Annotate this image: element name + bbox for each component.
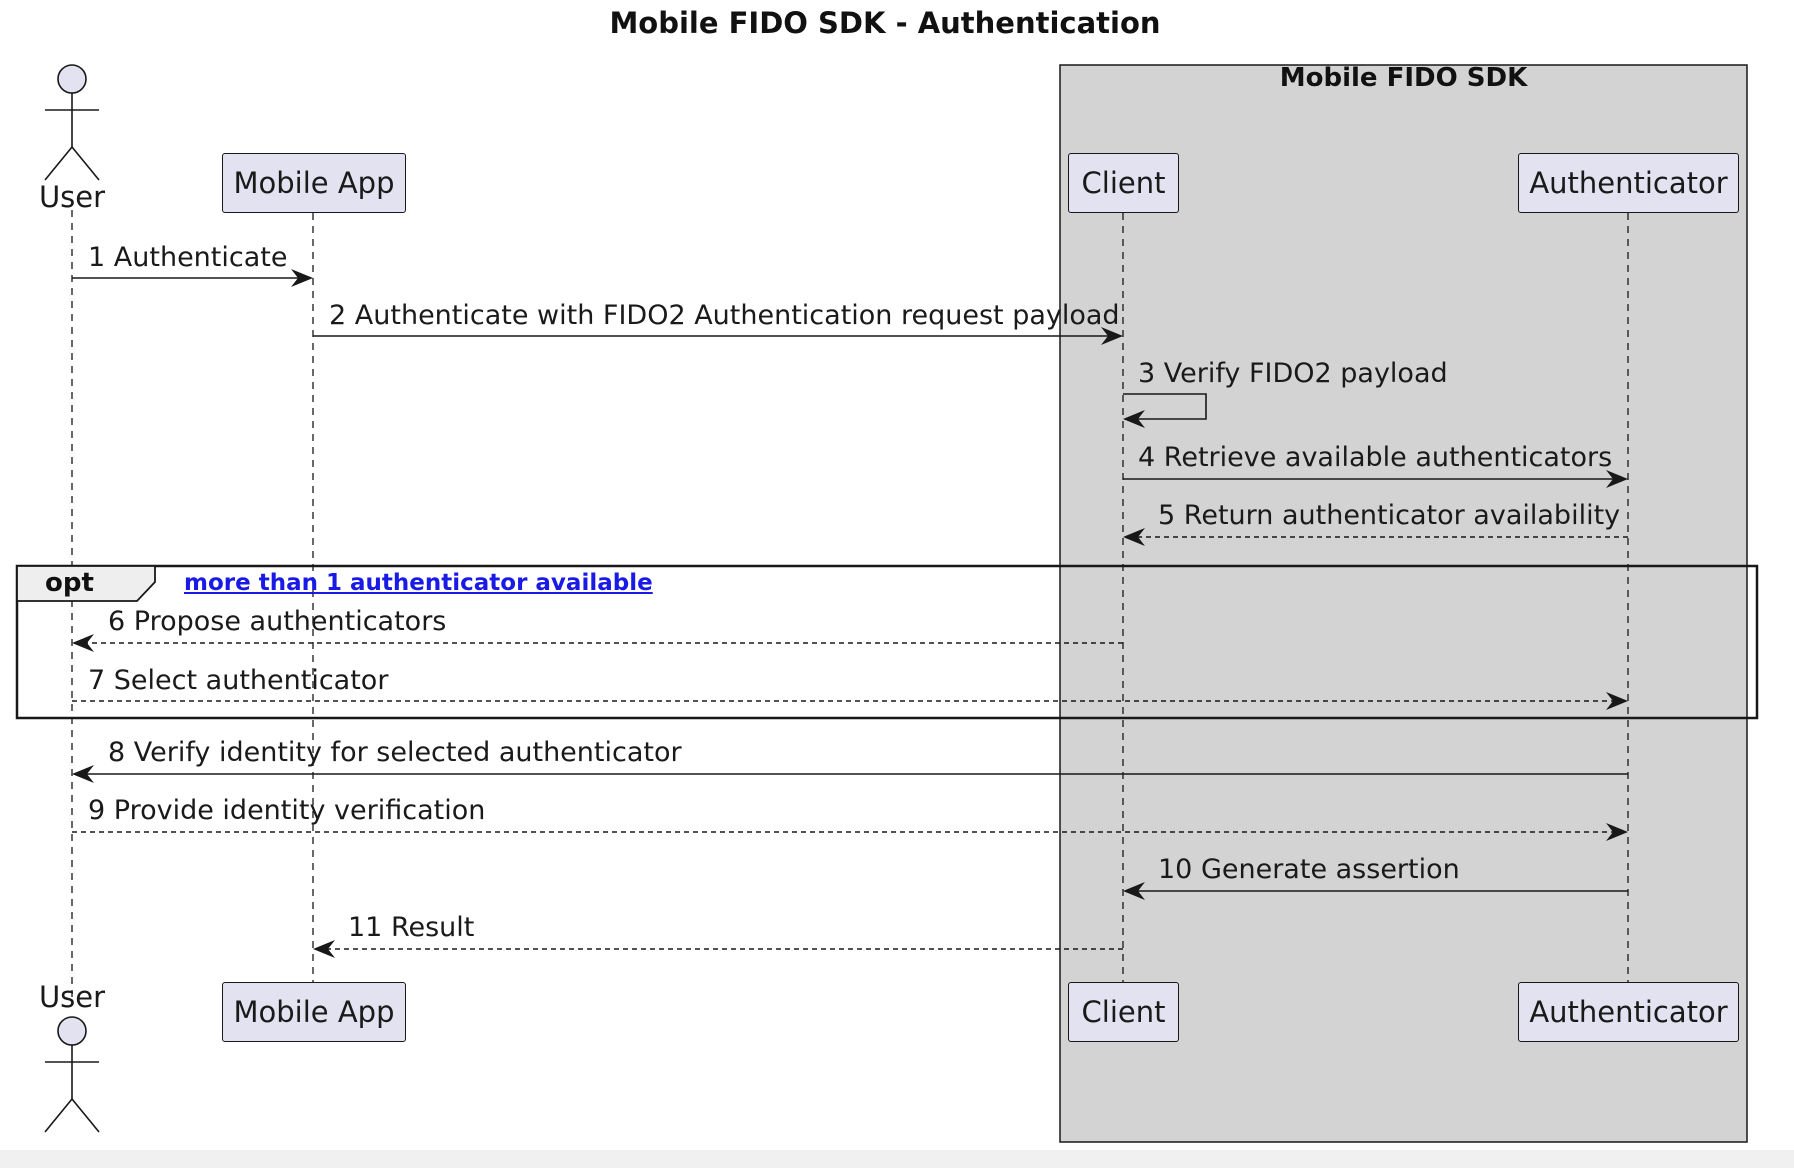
opt-keyword: opt bbox=[45, 568, 94, 598]
user-actor-bottom-icon bbox=[45, 1017, 99, 1132]
message-label-8: 8 Verify identity for selected authenticator bbox=[108, 737, 682, 768]
sdk-box bbox=[1060, 65, 1747, 1142]
sdk-box-title: Mobile FIDO SDK bbox=[1279, 63, 1528, 93]
message-label-4: 4 Retrieve available authenticators bbox=[1138, 442, 1613, 473]
message-label-1: 1 Authenticate bbox=[88, 242, 288, 273]
participant-client-bottom: Client bbox=[1068, 982, 1179, 1042]
user-actor-top-icon bbox=[45, 65, 99, 180]
user-label-top: User bbox=[38, 180, 106, 214]
participant-authenticator-top: Authenticator bbox=[1518, 153, 1739, 213]
message-label-6: 6 Propose authenticators bbox=[108, 606, 447, 637]
message-label-9: 9 Provide identity verification bbox=[88, 795, 486, 826]
message-label-11: 11 Result bbox=[348, 912, 475, 943]
opt-guard-condition: more than 1 authenticator available bbox=[184, 570, 653, 596]
diagram-title: Mobile FIDO SDK - Authentication bbox=[609, 6, 1161, 40]
participant-mobile-app-top: Mobile App bbox=[222, 153, 406, 213]
participant-client-top: Client bbox=[1068, 153, 1179, 213]
message-label-10: 10 Generate assertion bbox=[1158, 854, 1460, 885]
message-label-3: 3 Verify FIDO2 payload bbox=[1138, 358, 1448, 389]
bottom-edge-strip bbox=[0, 1150, 1794, 1168]
message-label-5: 5 Return authenticator availability bbox=[1158, 500, 1621, 531]
participant-mobile-app-bottom: Mobile App bbox=[222, 982, 406, 1042]
participant-authenticator-bottom: Authenticator bbox=[1518, 982, 1739, 1042]
message-label-2: 2 Authenticate with FIDO2 Authentication request payload bbox=[329, 300, 1120, 331]
user-label-bottom: User bbox=[38, 980, 106, 1014]
message-label-7: 7 Select authenticator bbox=[88, 665, 389, 696]
